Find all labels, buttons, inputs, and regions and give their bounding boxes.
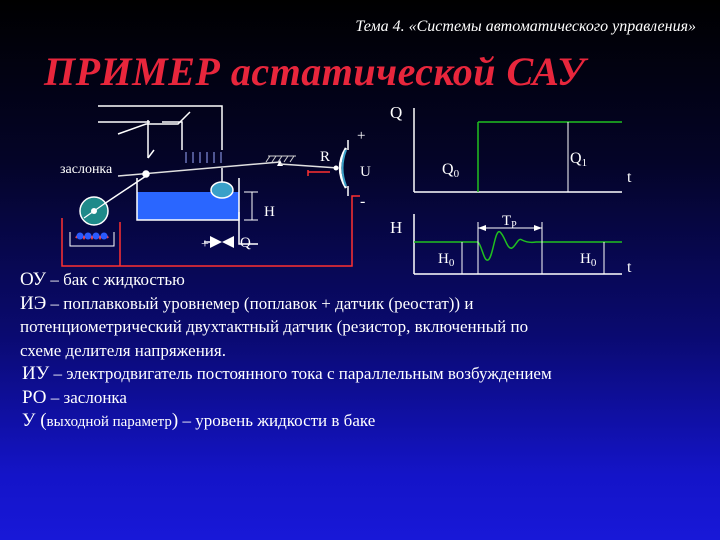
lever-fulcrum bbox=[277, 160, 283, 166]
ro-abbr: РО bbox=[22, 386, 47, 408]
graph-h-y-label: H bbox=[390, 218, 403, 237]
u-text: – уровень жидкости в баке bbox=[178, 411, 376, 430]
voltage-label: U bbox=[360, 164, 371, 180]
graph-tp-label: $T_P$ bbox=[502, 213, 517, 231]
iu-text: – электродвигатель постоянного тока с параллельным возбуждением bbox=[49, 364, 552, 383]
line-ro bbox=[20, 386, 700, 410]
level-marker bbox=[244, 192, 258, 220]
wiper-contact bbox=[334, 166, 339, 171]
flow-label: Q bbox=[240, 235, 251, 251]
topic-heading: Тема 4. «Системы автоматического управления» bbox=[355, 18, 696, 35]
damper-arm bbox=[148, 150, 154, 158]
description-block bbox=[20, 268, 700, 435]
ground-hatch bbox=[266, 156, 296, 162]
wiper-wire bbox=[308, 170, 330, 176]
graph-q-x-label: t bbox=[627, 169, 632, 186]
slide-title: ПРИМЕР астатической САУ bbox=[44, 49, 586, 94]
line-ie bbox=[20, 292, 700, 316]
u-abbr: У bbox=[22, 410, 36, 431]
plus-sign: + bbox=[357, 128, 366, 144]
inflow-arrows bbox=[186, 152, 221, 163]
line-iu bbox=[20, 362, 700, 386]
inlet-pipe bbox=[98, 106, 222, 150]
graph-h0-left-label: $H_0$ bbox=[438, 251, 455, 269]
u-close-paren: ) bbox=[171, 410, 179, 431]
graph-q0-label: Q0 bbox=[442, 161, 460, 180]
float bbox=[211, 182, 233, 198]
ou-abbr: ОУ bbox=[20, 269, 47, 290]
graph-h-transient bbox=[478, 232, 622, 261]
graph-h-x-label: t bbox=[627, 259, 632, 276]
line-ie-cont2: схеме делителя напряжения. bbox=[20, 340, 226, 360]
minus-sign: - bbox=[360, 193, 366, 210]
ou-text: – бак с жидкостью bbox=[46, 270, 185, 289]
damper-flap bbox=[118, 112, 190, 134]
graph-h0-right-label: $H_0$ bbox=[580, 251, 597, 269]
damper-label: заслонка bbox=[60, 162, 113, 177]
graph-q bbox=[414, 108, 622, 192]
graph-q-y-label: Q bbox=[390, 103, 403, 122]
u-open-paren: ( bbox=[35, 410, 47, 431]
valve-plus: + bbox=[201, 237, 209, 252]
ie-text: – поплавковый уровнемер (поплавок + датчик (реостат)) и bbox=[46, 293, 474, 313]
iu-abbr: ИУ bbox=[22, 363, 50, 384]
line-ie-cont1: потенциометрический двухтактный датчик (резистор, включенный по bbox=[20, 317, 529, 336]
resistor-label: R bbox=[320, 149, 331, 165]
control-scheme bbox=[62, 106, 360, 266]
line-ou bbox=[20, 268, 700, 292]
ie-abbr: ИЭ bbox=[20, 292, 47, 314]
outlet-valve bbox=[210, 236, 222, 248]
level-label: H bbox=[264, 204, 275, 220]
ro-text: – заслонка bbox=[46, 387, 127, 407]
line-u bbox=[20, 409, 700, 435]
u-param: выходной параметр bbox=[46, 414, 172, 430]
graph-q1-label: Q1 bbox=[570, 150, 588, 169]
